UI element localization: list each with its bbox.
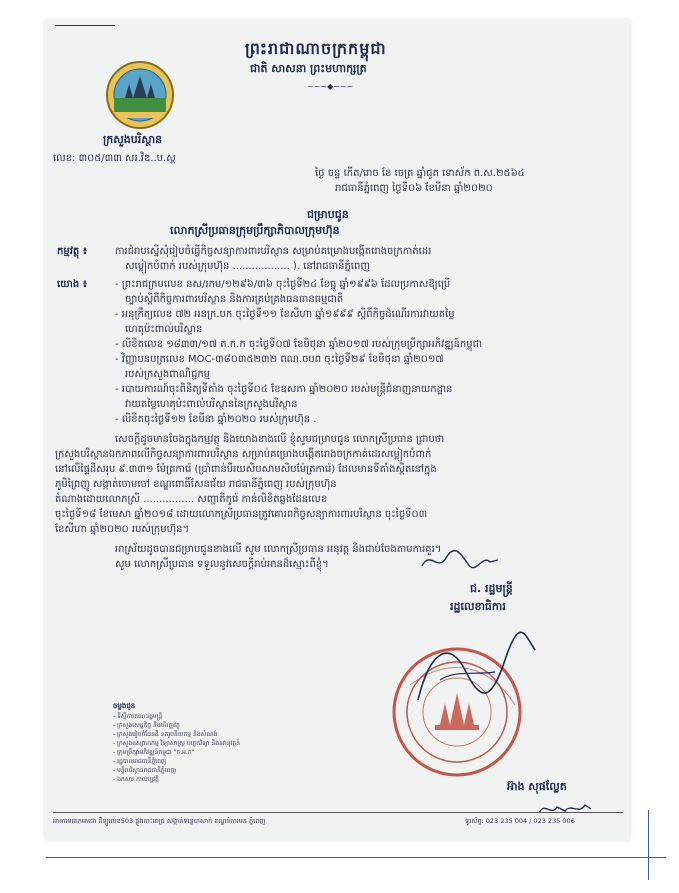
body-line: ភូមិព្រៃញូ សង្កាត់ចោមចៅ ខណ្ឌពោធិ៍សែនជ័យ រាជធានីភ្នំពេញ របស់ក្រុមហ៊ុន bbox=[55, 479, 337, 490]
reference-item: របស់ក្រសួងពាណិជ្ជកម្ម bbox=[125, 369, 211, 380]
addressee-title: លោកស្រីប្រធានក្រុមប្រឹក្សាភិបាលក្រុមហ៊ុន bbox=[170, 224, 340, 237]
ministry-name: ក្រសួងបរិស្ថាន bbox=[103, 133, 163, 146]
date-solar: រាជធានីភ្នំពេញ ថ្ងៃទី០៦ ខែមីនា ឆ្នាំ២០២០ bbox=[335, 183, 493, 194]
reference-item: ច្បាប់ស្តីពីកិច្ចការពារបរិស្ថាន និងការគ្រប់គ្រងធនធានធម្មជាតិ bbox=[125, 294, 344, 305]
closing-line-2: សូម លោកស្រីប្រធាន ទទួលនូវសេចក្តីរាប់អានដ៏ស្មោះពីខ្ញុំ។ bbox=[115, 559, 329, 570]
footer-phone: ទូរស័ព្ទ: 023 235 004 / 023 235 006 bbox=[465, 817, 575, 825]
reference-item: - លិខិតចុះថ្ងៃទី១២ ខែមីនា ឆ្នាំ២០២០ របស់ក្រុមហ៊ុន . bbox=[115, 414, 317, 425]
reference-item: ហេតុប៉ះពាល់បរិស្ថាន bbox=[125, 324, 203, 335]
ministry-logo bbox=[105, 60, 175, 130]
kingdom-title: ព្រះរាជាណាចក្រកម្ពុជា bbox=[245, 39, 387, 58]
cc-item: - ក្រសួងឧស្សាហកម្ម វិទ្យាសាស្ត្រ បច្ចេកវិទ្យា និងនវានុវត្តន៍ bbox=[113, 740, 241, 747]
reference-item: - អនុក្រឹត្យលេខ ៧២ អនក្រ.បក ចុះថ្ងៃទី១១ ខែសីហា ឆ្នាំ១៩៩៩ ស្តីពីកិច្ចដំណើរការវាយតម្លៃ bbox=[115, 309, 455, 320]
signatory-name: អ៊ាង សុផល្លែត bbox=[507, 780, 567, 793]
closing-line-1: អាស្រ័យដូចបានជម្រាបជូនខាងលើ សូម លោកស្រីប្រធាន អនុវត្ត និងជាប់ចែងតាមការគួរ។ bbox=[115, 544, 442, 555]
cc-item: - រដ្ឋបាលរាជធានីភ្នំពេញ bbox=[113, 758, 167, 765]
document-page bbox=[45, 20, 630, 840]
reference-item: - ព្រះរាជក្រមលេខ នស/រកម/១២៩៦/៣៦ ចុះថ្ងៃទី២៤ ខែធ្នូ ឆ្នាំ១៩៩៦ ដែលប្រកាសឱ្យប្រើ bbox=[115, 279, 451, 290]
body-line: ចុះថ្ងៃទី១៨ ខែមេសា ឆ្នាំ២០១៨ ដោយលោកស្រីប្រធានត្រូវគោរពកិច្ចសន្យាការពារបរិស្ថាន ចុះថ្ងៃទី០៣ bbox=[55, 509, 428, 520]
date-lunar: ថ្ងៃ ចន្ទ កើត/រោច ខែ ចេត្រ ឆ្នាំជូត ទោស័ក ព.ស.២៥៦៤ bbox=[315, 168, 525, 179]
cc-item: - ក្រសួងសេដ្ឋកិច្ច និងហិរញ្ញវត្ថុ bbox=[113, 722, 180, 729]
body-line: តំណាងដោយលោកស្រី ................ សញ្ជាតិកូរ៉េ កាន់លិខិតឆ្លងដែនលេខ bbox=[55, 494, 328, 505]
page-bottom-rule bbox=[46, 857, 666, 858]
reference-label: យោង ៖ bbox=[57, 279, 88, 290]
body-line: សេចក្តីដូចមានចែងក្នុងកម្មវត្ថុ និងយោងខាងលើ ខ្ញុំសូមជម្រាបជូន លោកស្រីប្រធាន ជ្រាបថា bbox=[115, 434, 445, 445]
top-left-rule bbox=[55, 25, 115, 26]
main-signature bbox=[410, 630, 540, 714]
reference-number: លេខ: ៣០៥/៣៣ សរ.វិឌ..ប.ស្ព bbox=[53, 153, 176, 164]
body-line: នៅលើផ្ទៃដីសរុប ៩.៣៣១ ម៉ែត្រការ៉េ (ប្រាំពាន់បីរយសិបសាមសិបម៉ែត្រការ៉េ) ដែលមានទីតាំងស្ថិតនៅក្នុង bbox=[55, 464, 437, 475]
signature-for-minister: ជ. រដ្ឋមន្ត្រី bbox=[470, 582, 513, 595]
reference-item: - របាយការណ៍ចុះពិនិត្យទីតាំង ចុះថ្ងៃទី០៤ ខែឧសភា ឆ្នាំ២០២០ របស់មន្ត្រីជំនាញនាយកដ្ឋាន bbox=[115, 384, 453, 395]
kingdom-motto: ជាតិ សាសនា ព្រះមហាក្សត្រ bbox=[250, 62, 367, 75]
page-corner-tick bbox=[648, 810, 649, 880]
cc-label: ចម្លងជូន bbox=[113, 702, 136, 710]
body-line: ខែសីហា ឆ្នាំ២០២០ របស់ក្រុមហ៊ុន។ bbox=[55, 524, 190, 535]
footer-address: អាគារមរតកតេជោ ដីឡូលេខ503 ផ្លូវកោះពេជ្រ សង្កាត់ទន្លេបាសាក់ ខណ្ឌចំការមន ភ្នំពេញ bbox=[53, 817, 266, 825]
initial-signature bbox=[420, 548, 500, 577]
subject-label: កម្មវត្ថុ ៖ bbox=[57, 246, 88, 257]
body-line: ក្រសួងបរិស្ថានឯកភាពលើកិច្ចសន្យាការពារបរិស្ថាន សម្រាប់គម្រោងបង្កើតរោងចក្រកាត់ដេរសម្លៀកបំពាក់ bbox=[55, 449, 432, 460]
cc-item: - ក្រសួងរៀបចំដែនដី នគរូបនីយកម្ម និងសំណង់ bbox=[113, 731, 218, 738]
footer-divider bbox=[53, 812, 623, 813]
cc-item: - ក្រុមប្រឹក្សាអភិវឌ្ឍន៍កម្ពុជា "ក.អ.ក" bbox=[113, 749, 195, 756]
subject-line-2: សម្លៀកបំពាក់ របស់ក្រុមហ៊ុន .................. ). នៅរាជធានីភ្នំពេញ bbox=[125, 261, 370, 272]
cc-item: - ទីស្តីការគណៈរដ្ឋមន្ត្រី bbox=[113, 713, 163, 720]
signature-title: រដ្ឋលេខាធិការ bbox=[450, 600, 506, 613]
subject-line-1: ការជំរាបស្នើសុំរៀបចំធ្វើកិច្ចសន្យាការពារបរិស្ថាន សម្រាប់គម្រោងបង្កើតរោងចក្រកាត់ដេរ bbox=[115, 246, 432, 257]
cc-item: - ឯកសារ កាលប្បវត្តិ bbox=[113, 776, 159, 783]
reference-item: - វិញ្ញាបនបត្រលេខ MOC-៣៨០៣៥២៣២ ពណ.ចបព ចុះថ្ងៃទី២៩ ខែមិថុនា ឆ្នាំ២០១៧ bbox=[115, 354, 444, 365]
addressee-heading: ជម្រាបជូន bbox=[307, 208, 349, 221]
reference-item: - លិខិតលេខ ១៨៣៣/១៧ ត.ក.ក ចុះថ្ងៃទី០៧ ខែមិថុនា ឆ្នាំ២០១៧ របស់ក្រុមប្រឹក្សាអភិវឌ្ឍន៍កម្ពុជា bbox=[115, 339, 483, 350]
reference-item: វាយតម្លៃហេតុប៉ះពាល់បរិស្ថាននៃក្រសួងបរិស្ថាន bbox=[125, 399, 298, 410]
cc-item: - មន្ទីរបរិស្ថានរាជធានីភ្នំពេញ bbox=[113, 767, 177, 774]
motto-ornament-icon: ~~~◆~~~ bbox=[307, 82, 354, 91]
